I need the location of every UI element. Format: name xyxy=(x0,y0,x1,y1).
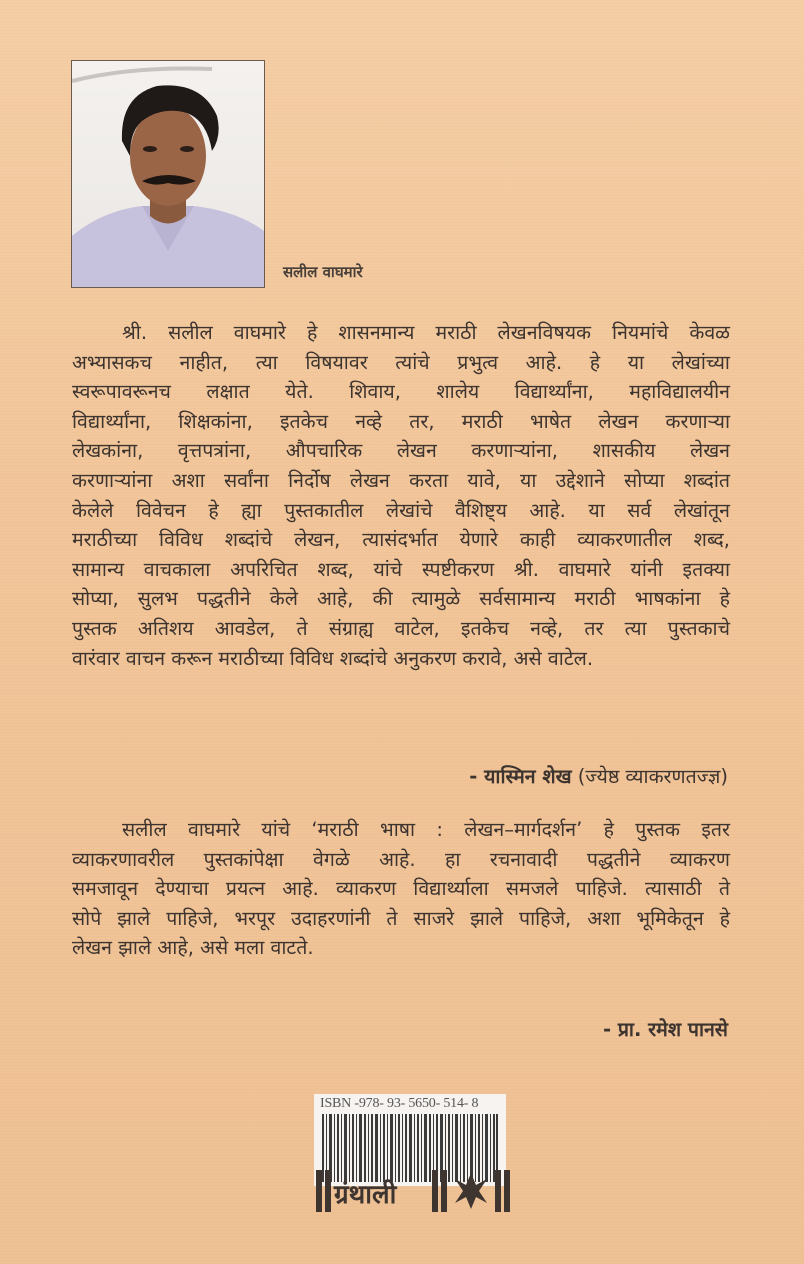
text-line: स्वरूपावरूनच लक्षात येते. शिवाय, शालेय विद्यार्थ्यांना, महाविद्यालयीन xyxy=(72,380,730,404)
text-line: मराठीच्या विविध शब्दांचे लेखन, त्यासंदर्भात येणारे काही व्याकरणातील शब्द, xyxy=(72,528,730,552)
svg-text:ग्रंथाली: ग्रंथाली xyxy=(334,1180,397,1210)
reviewer-title: (ज्येष्ठ व्याकरणतज्ज्ञ) xyxy=(577,765,728,788)
granthali-logo-icon xyxy=(314,1170,514,1212)
text-line: सलील वाघमारे यांचे ‘मराठी भाषा : लेखन–मार्गदर्शन’ हे पुस्तक इतर xyxy=(122,818,730,841)
isbn-number: ISBN -978- 93- 5650- 514- 8 xyxy=(320,1096,479,1111)
text-line: लेखकांना, वृत्तपत्रांना, औपचारिक लेखन करणाऱ्यांना, शासकीय लेखन xyxy=(72,439,730,463)
text-line: सोप्या, सुलभ पद्धतीने केले आहे, की त्यामुळे सर्वसामान्य मराठी भाषकांना हे xyxy=(72,587,730,611)
text-line: अभ्यासकच नाहीत, त्या विषयावर त्यांचे प्रभुत्व आहे. हे या लेखांच्या xyxy=(72,350,730,374)
text-line: वारंवार वाचन करून मराठीच्या विविध शब्दांचे अनुकरण करावे, असे वाटेल. xyxy=(72,646,594,670)
reviewer-name: - यास्मिन शेख xyxy=(469,765,572,788)
text-line: करणाऱ्यांना अशा सर्वांना निर्दोष लेखन करता यावे, या उद्देशाने सोप्या शब्दांत xyxy=(72,468,730,492)
text-line: श्री. सलील वाघमारे हे शासनमान्य मराठी लेखनविषयक नियमांचे केवळ xyxy=(122,321,730,344)
author-photo xyxy=(71,60,265,288)
author-name-caption: सलील वाघमारे xyxy=(283,263,363,281)
second-review-paragraph xyxy=(72,815,730,963)
review-attribution-1 xyxy=(469,762,728,789)
review-attribution-2: - प्रा. रमेश पानसे xyxy=(602,1018,728,1041)
text-line: सामान्य वाचकाला अपरिचित शब्द, यांचे स्पष्टीकरण श्री. वाघमारे यांनी इतक्या xyxy=(72,557,730,581)
text-line: व्याकरणावरील पुस्तकांपेक्षा वेगळे आहे. हा रचनावादी पद्धतीने व्याकरण xyxy=(72,847,730,871)
publisher-logo xyxy=(314,1170,514,1212)
text-line: लेखन झाले आहे, असे मला वाटते. xyxy=(72,936,314,960)
text-line: समजावून देण्याचा प्रयत्न आहे. व्याकरण विद्यार्थ्याला समजले पाहिजे. त्यासाठी ते xyxy=(72,877,730,901)
author-portrait-image xyxy=(72,61,264,287)
text-line: सोपे झाले पाहिजे, भरपूर उदाहरणांनी ते साजरे झाले पाहिजे, अशा भूमिकेतून हे xyxy=(72,906,730,930)
text-line: केलेले विवेचन हे ह्या पुस्तकातील लेखांचे वैशिष्ट्य आहे. या सर्व लेखांतून xyxy=(72,498,730,522)
text-line: पुस्तक अतिशय आवडेल, ते संग्राह्य वाटेल, इतकेच नव्हे, तर त्या पुस्तकाचे xyxy=(72,616,730,640)
text-line: विद्यार्थ्यांना, शिक्षकांना, इतकेच नव्हे तर, मराठी भाषेत लेखन करणाऱ्या xyxy=(72,409,730,433)
author-review-paragraph xyxy=(72,318,730,673)
